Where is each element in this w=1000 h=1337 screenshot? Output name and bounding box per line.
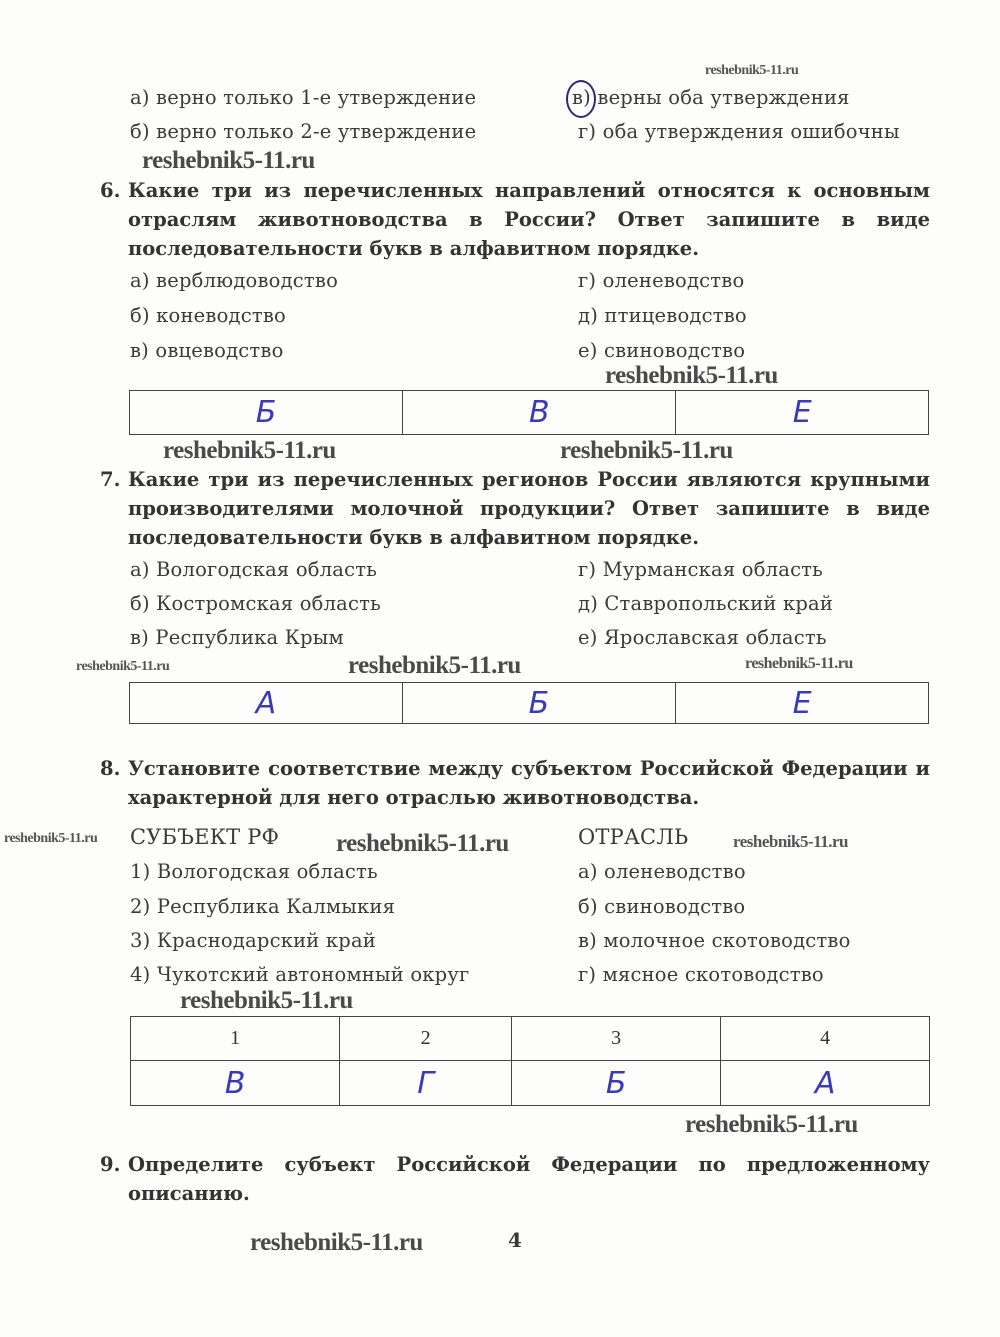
q7-option: д) Ставропольский край bbox=[578, 592, 834, 615]
right-column-header: ОТРАСЛЬ bbox=[578, 825, 689, 849]
watermark: reshebnik5-11.ru bbox=[348, 652, 521, 679]
question-number: 8. bbox=[100, 757, 121, 780]
question-text: Установите соответствие между субъектом Российской Федерации и характерной для него отраслью животноводства. bbox=[128, 757, 930, 809]
answer-cell[interactable]: В bbox=[131, 1061, 340, 1106]
q8-answer-table bbox=[130, 1016, 930, 1106]
column-header: 2 bbox=[340, 1017, 512, 1061]
watermark: reshebnik5-11.ru bbox=[250, 1229, 423, 1256]
watermark: reshebnik5-11.ru bbox=[685, 1111, 858, 1138]
question-7 bbox=[100, 465, 930, 552]
watermark: reshebnik5-11.ru bbox=[4, 831, 98, 846]
q8-branch: б) свиноводство bbox=[578, 895, 746, 918]
watermark: reshebnik5-11.ru bbox=[336, 830, 509, 857]
question-text: Определите субъект Российской Федерации по предложенному описанию. bbox=[128, 1153, 930, 1205]
q6-option: б) коневодство bbox=[130, 304, 286, 327]
answer-cell[interactable]: Б bbox=[402, 683, 675, 724]
q6-option: в) овцеводство bbox=[130, 339, 284, 362]
q6-answer-table bbox=[129, 390, 929, 435]
answer-cell[interactable]: В bbox=[403, 391, 676, 435]
q5-option-v: в) верны оба утверждения bbox=[572, 86, 850, 109]
question-text: Какие три из перечисленных регионов России являются крупными производителями молочной продукции? Ответ запишите в виде последовательности букв в алфавитном порядке. bbox=[128, 468, 930, 549]
q7-option: е) Ярославская область bbox=[578, 626, 827, 649]
q5-option-b: б) верно только 2-е утверждение bbox=[130, 120, 477, 143]
q7-option: а) Вологодская область bbox=[130, 558, 378, 581]
answer-cell[interactable]: А bbox=[721, 1061, 930, 1106]
watermark: reshebnik5-11.ru bbox=[733, 832, 848, 851]
q5-option-g: г) оба утверждения ошибочны bbox=[578, 120, 900, 143]
watermark: reshebnik5-11.ru bbox=[76, 659, 170, 674]
q8-branch: г) мясное скотоводство bbox=[578, 963, 824, 986]
answer-cell[interactable]: Г bbox=[340, 1061, 512, 1106]
answer-cell[interactable]: Б bbox=[512, 1061, 721, 1106]
q5-option-a: а) верно только 1-е утверждение bbox=[130, 86, 477, 109]
question-number: 6. bbox=[100, 179, 121, 202]
q7-answer-table bbox=[129, 682, 929, 724]
left-column-header: СУБЪЕКТ РФ bbox=[130, 825, 280, 849]
q7-option: г) Мурманская область bbox=[578, 558, 823, 581]
question-number: 9. bbox=[100, 1153, 121, 1176]
q6-option: г) оленеводство bbox=[578, 269, 745, 292]
watermark: reshebnik5-11.ru bbox=[560, 437, 733, 464]
watermark: reshebnik5-11.ru bbox=[163, 437, 336, 464]
q8-subject: 3) Краснодарский край bbox=[130, 929, 376, 952]
watermark: reshebnik5-11.ru bbox=[745, 655, 853, 672]
watermark: reshebnik5-11.ru bbox=[180, 987, 353, 1014]
q6-option: а) верблюдоводство bbox=[130, 269, 339, 292]
watermark: reshebnik5-11.ru bbox=[142, 147, 315, 174]
q8-subject: 2) Республика Калмыкия bbox=[130, 895, 396, 918]
q7-option: б) Костромская область bbox=[130, 592, 381, 615]
q6-option: д) птицеводство bbox=[578, 304, 747, 327]
q8-branch: а) оленеводство bbox=[578, 860, 746, 883]
question-9 bbox=[100, 1150, 930, 1208]
answer-cell[interactable]: Б bbox=[130, 391, 403, 435]
column-header: 1 bbox=[131, 1017, 340, 1061]
answer-circle-mark bbox=[566, 80, 596, 118]
question-text: Какие три из перечисленных направлений относятся к основным отраслям животноводства в России? Ответ запишите в виде последовательности букв в алфавитном порядке. bbox=[128, 179, 930, 260]
page-number: 4 bbox=[508, 1228, 522, 1252]
watermark: reshebnik5-11.ru bbox=[605, 362, 778, 389]
q6-option: е) свиноводство bbox=[578, 339, 746, 362]
column-header: 4 bbox=[721, 1017, 930, 1061]
question-8 bbox=[100, 754, 930, 812]
answer-cell[interactable]: А bbox=[130, 683, 403, 724]
q7-option: в) Республика Крым bbox=[130, 626, 344, 649]
question-number: 7. bbox=[100, 468, 121, 491]
watermark: reshebnik5-11.ru bbox=[705, 63, 799, 78]
q8-subject: 4) Чукотский автономный округ bbox=[130, 963, 470, 986]
q8-branch: в) молочное скотоводство bbox=[578, 929, 851, 952]
q8-subject: 1) Вологодская область bbox=[130, 860, 378, 883]
answer-cell[interactable]: Е bbox=[676, 683, 929, 724]
question-6 bbox=[100, 176, 930, 263]
answer-cell[interactable]: Е bbox=[676, 391, 929, 435]
column-header: 3 bbox=[512, 1017, 721, 1061]
